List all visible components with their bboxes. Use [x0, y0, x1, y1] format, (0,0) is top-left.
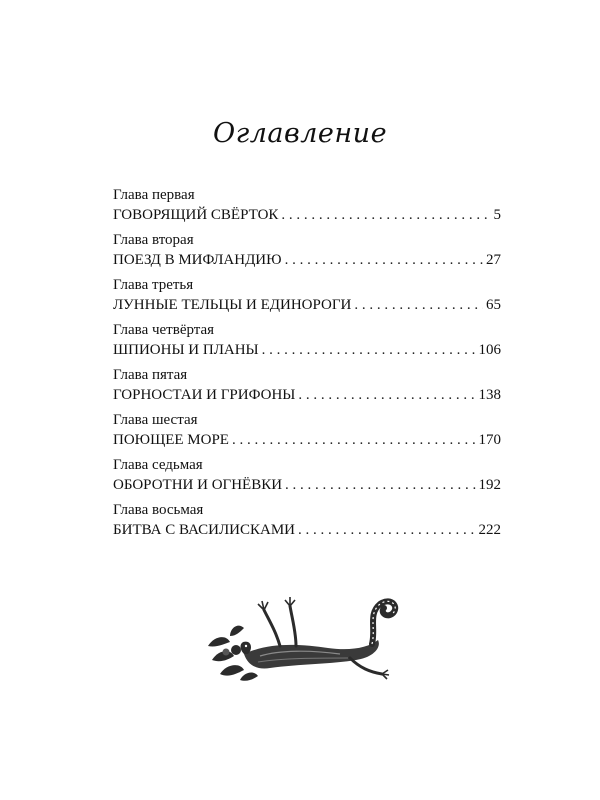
page-number: 192	[478, 477, 501, 493]
chapter-label: Глава первая	[113, 187, 195, 203]
toc-entry[interactable]	[113, 276, 501, 321]
page-title: Оглавление	[212, 118, 388, 149]
chapter-label: Глава седьмая	[113, 457, 203, 473]
toc-entry[interactable]	[113, 186, 501, 231]
dot-leader	[262, 340, 476, 360]
page-number: 170	[478, 432, 501, 448]
dot-leader	[232, 430, 476, 450]
page-number: 106	[478, 342, 501, 358]
page-number: 65	[486, 297, 501, 313]
chapter-label: Глава восьмая	[113, 502, 204, 518]
toc-entry[interactable]	[113, 456, 501, 501]
chapter-title: БИТВА С ВАСИЛИСКАМИ	[113, 522, 296, 538]
dot-leader	[285, 475, 475, 495]
chapter-line	[113, 385, 501, 405]
page-number: 27	[486, 252, 501, 268]
chapter-line	[113, 430, 501, 450]
chapter-label: Глава четвёртая	[113, 322, 215, 338]
dot-leader	[298, 520, 475, 540]
dot-leader	[298, 385, 475, 405]
dot-leader	[354, 295, 483, 315]
toc-entry[interactable]	[113, 321, 501, 366]
chapter-title: ЛУННЫЕ ТЕЛЬЦЫ И ЕДИНОРОГИ	[113, 297, 352, 313]
toc-entry[interactable]	[113, 411, 501, 456]
chapter-title: ОБОРОТНИ И ОГНЁВКИ	[113, 477, 283, 493]
chapter-line	[113, 475, 501, 495]
chapter-line	[113, 340, 501, 360]
chapter-label: Глава третья	[113, 277, 194, 293]
chapter-line	[113, 250, 501, 270]
table-of-contents	[113, 186, 501, 546]
chapter-line	[113, 520, 501, 540]
toc-entry[interactable]	[113, 366, 501, 411]
chapter-title: ШПИОНЫ И ПЛАНЫ	[113, 342, 259, 358]
toc-entry[interactable]	[113, 231, 501, 276]
page-number: 222	[478, 522, 501, 538]
chapter-label: Глава пятая	[113, 367, 188, 383]
chapter-line	[113, 205, 501, 225]
chapter-title: ПОЕЗД В МИФЛАНДИЮ	[113, 252, 282, 268]
chapter-title: ПОЮЩЕЕ МОРЕ	[113, 432, 229, 448]
dot-leader	[285, 250, 483, 270]
page-number: 138	[478, 387, 501, 403]
dot-leader	[281, 205, 490, 225]
chapter-title: ГОВОРЯЩИЙ СВЁРТОК	[113, 207, 279, 223]
dragon-illustration-icon	[200, 588, 405, 688]
dragon-body-icon	[241, 597, 396, 679]
chapter-title: ГОРНОСТАИ И ГРИФОНЫ	[113, 387, 296, 403]
page-number: 5	[493, 207, 501, 223]
toc-entry[interactable]	[113, 501, 501, 546]
chapter-label: Глава шестая	[113, 412, 198, 428]
chapter-label: Глава вторая	[113, 232, 194, 248]
chapter-line	[113, 295, 501, 315]
